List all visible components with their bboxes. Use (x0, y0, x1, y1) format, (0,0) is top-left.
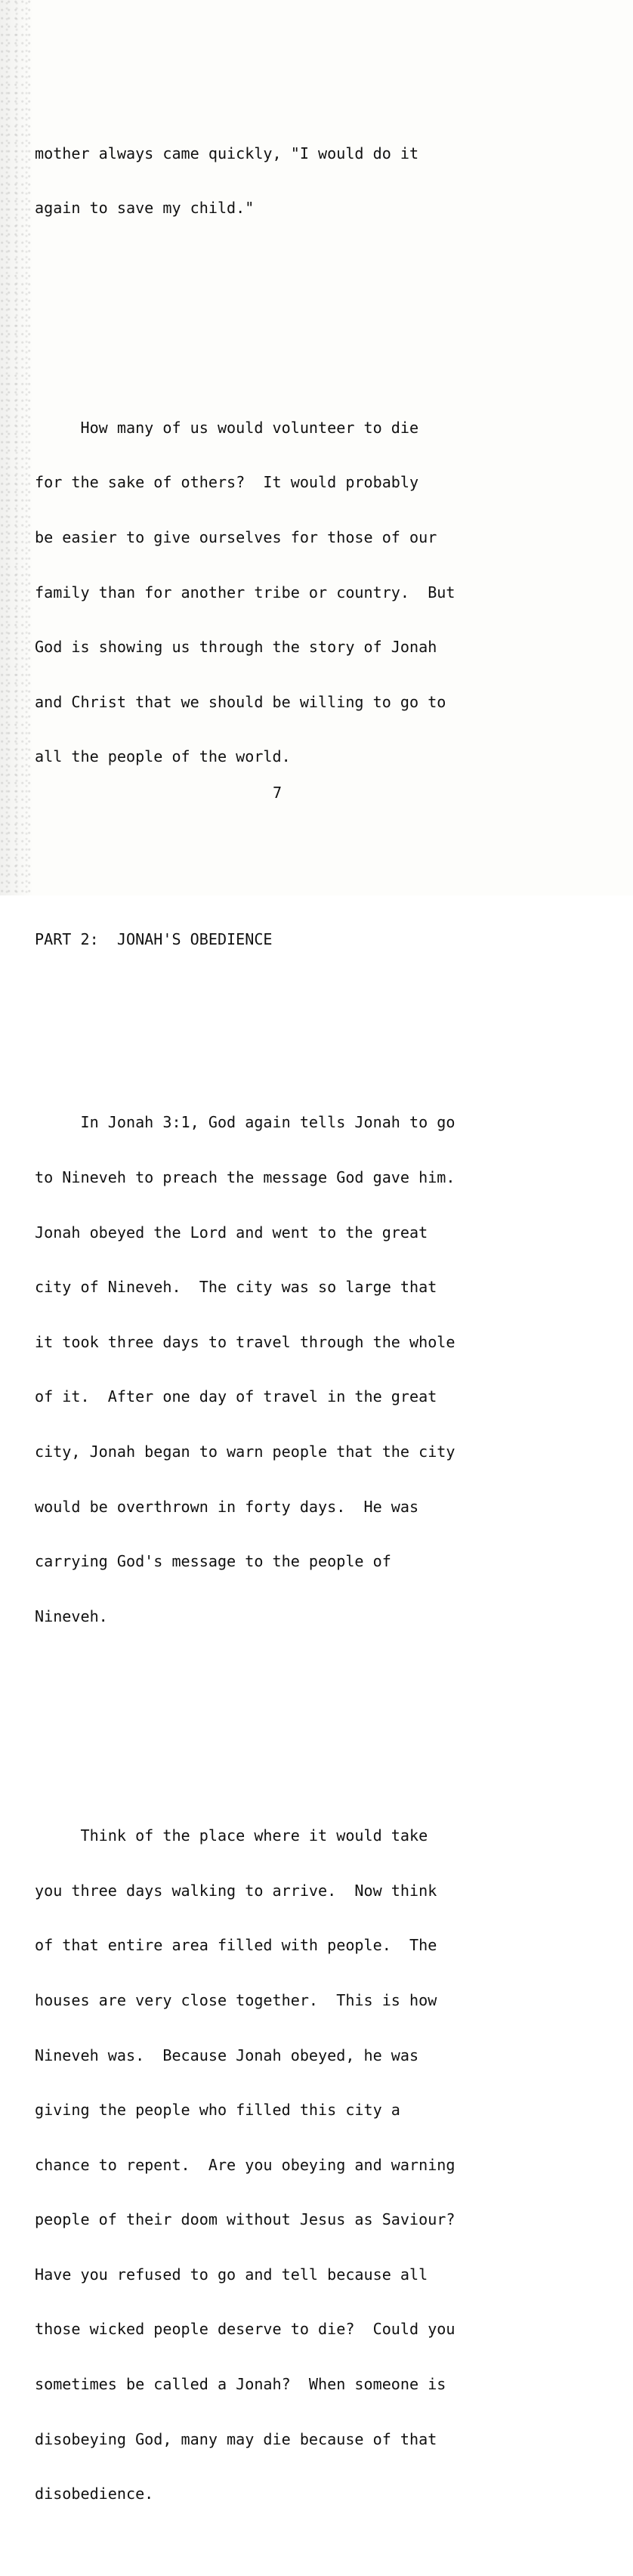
scan-edge-noise (0, 0, 33, 895)
paragraph-3 (35, 1077, 564, 1662)
paragraph-4 (35, 1790, 564, 2540)
paragraph-gap (35, 309, 564, 327)
text-line: again to save my child." (35, 199, 255, 218)
text-line: for the sake of others? It would probably (35, 473, 419, 492)
paragraph-gap (35, 858, 564, 876)
text-line: be easier to give ourselves for those of our (35, 528, 437, 546)
text-line: city, Jonah began to warn people that the city (35, 1442, 455, 1461)
text-line: all the people of the world. (35, 747, 291, 766)
text-line: chance to repent. Are you obeying and warning (35, 2155, 455, 2174)
text-line: and Christ that we should be willing to go to (35, 692, 446, 711)
text-line: of it. After one day of travel in the great (35, 1387, 437, 1406)
text-line: disobedience. (35, 2485, 154, 2503)
text-line: disobeying God, many may die because of that (35, 2429, 437, 2448)
page-number (0, 784, 633, 802)
text-line: Have you refused to go and tell because all (35, 2265, 428, 2284)
text-line: houses are very close together. This is how (35, 1990, 437, 2009)
text-line: carrying God's message to the people of (35, 1552, 391, 1571)
page-number-text: 7 (272, 784, 283, 802)
text-line: Think of the place where it would take (35, 1826, 428, 1845)
text-line: Jonah obeyed the Lord and went to the great (35, 1223, 428, 1242)
paragraph-1 (35, 107, 564, 254)
paragraph-2 (35, 382, 564, 802)
text-line: of that entire area filled with people. The (35, 1936, 437, 1955)
text-line: it took three days to travel through the whole (35, 1332, 455, 1351)
text-line: God is showing us through the story of Jonah (35, 638, 437, 657)
text-line: you three days walking to arrive. Now think (35, 1881, 437, 1900)
text-line: city of Nineveh. The city was so large that (35, 1278, 437, 1297)
text-line: would be overthrown in forty days. He was (35, 1497, 419, 1516)
paragraph-gap (35, 1717, 564, 1735)
text-line: How many of us would volunteer to die (35, 418, 419, 437)
text-line: those wicked people deserve to die? Could you (35, 2320, 455, 2339)
text-line: family than for another tribe or country. But (35, 583, 455, 601)
text-line: to Nineveh to preach the message God gave him. (35, 1167, 455, 1186)
text-line: mother always came quickly, "I would do it (35, 144, 419, 162)
text-line: Nineveh. (35, 1607, 108, 1625)
text-line: people of their doom without Jesus as Saviour? (35, 2210, 455, 2229)
section-heading: PART 2: JONAH'S OBEDIENCE (35, 930, 273, 949)
paragraph-gap (35, 1003, 564, 1022)
text-line: sometimes be called a Jonah? When someone is (35, 2375, 446, 2394)
text-line: giving the people who filled this city a (35, 2101, 400, 2120)
body-text (35, 71, 564, 2576)
text-line: In Jonah 3:1, God again tells Jonah to go (35, 1113, 455, 1132)
text-line: Nineveh was. Because Jonah obeyed, he was (35, 2046, 419, 2064)
